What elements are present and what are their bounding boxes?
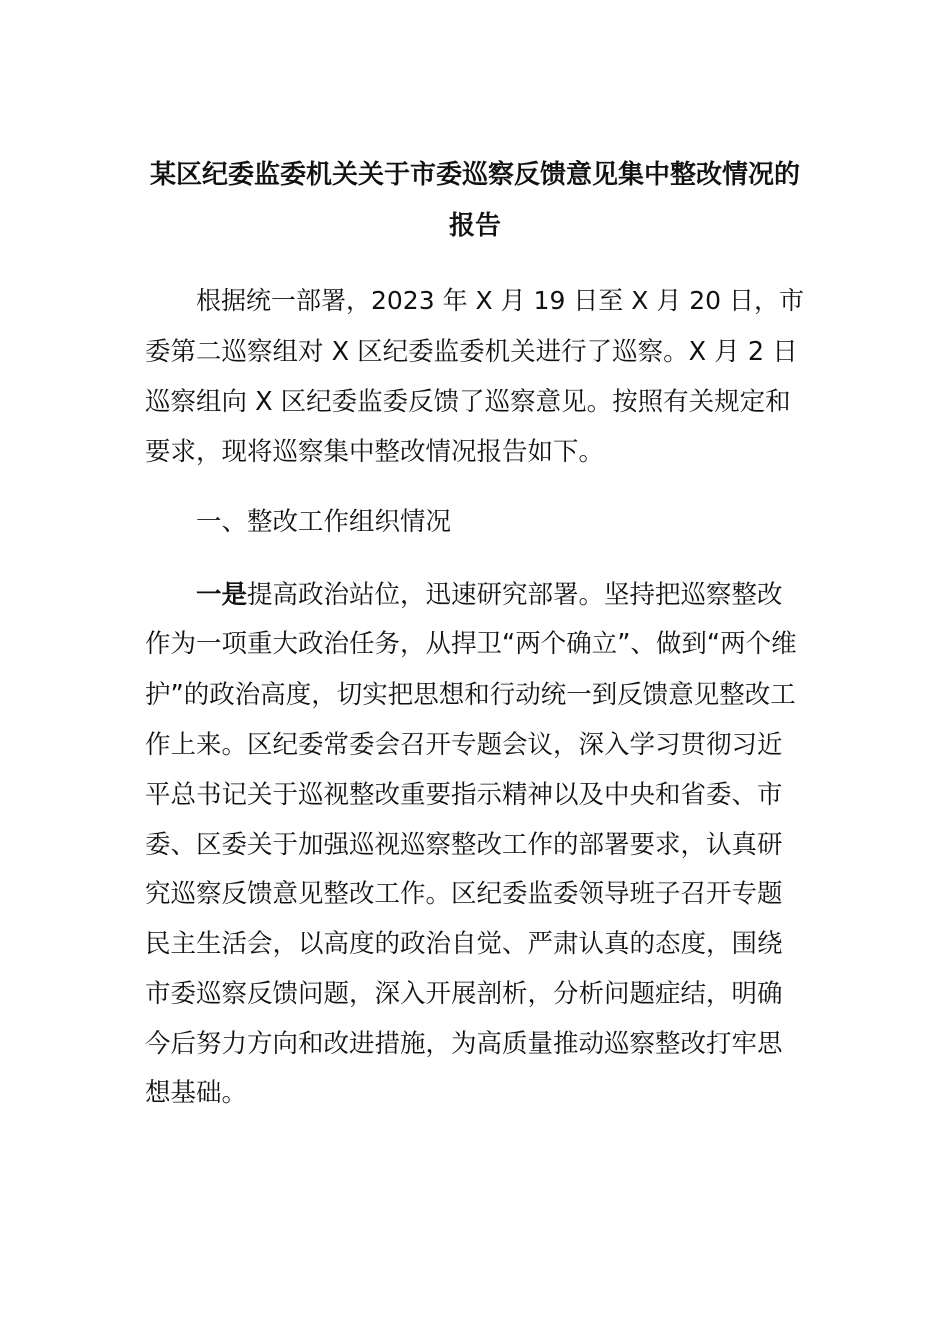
paragraph-2-line-11: 想基础。: [145, 1078, 248, 1108]
section-1-heading: 一、整改工作组织情况: [196, 507, 452, 537]
document-title-line-1: 某区纪委监委机关关于市委巡察反馈意见集中整改情况的: [149, 160, 800, 190]
paragraph-2-line-8: 民主生活会，以高度的政治自觉、严肃认真的态度，围绕: [145, 929, 783, 959]
paragraph-2-line-5: 平总书记关于巡视整改重要指示精神以及中央和省委、市: [145, 780, 783, 810]
paragraph-2-line-2: 作为一项重大政治任务，从捍卫“两个确立”、做到“两个维: [145, 629, 797, 659]
paragraph-1-line-2: 委第二巡察组对 X 区纪委监委机关进行了巡察。X 月 2 日: [145, 337, 798, 367]
paragraph-2-line-3: 护”的政治高度，切实把思想和行动统一到反馈意见整改工: [145, 680, 796, 710]
document-title-line-2: 报告: [448, 211, 501, 241]
paragraph-2-line-7: 究巡察反馈意见整改工作。区纪委监委领导班子召开专题: [145, 879, 783, 909]
paragraph-2-line-4: 作上来。区纪委常委会召开专题会议，深入学习贯彻习近: [145, 730, 783, 760]
paragraph-2-line-1-text: 提高政治站位，迅速研究部署。坚持把巡察整改: [247, 580, 783, 610]
paragraph-2-lead: 一是: [196, 580, 248, 610]
paragraph-1-line-1: 根据统一部署，2023 年 X 月 19 日至 X 月 20 日，市: [196, 286, 805, 315]
paragraph-1-line-3: 巡察组向 X 区纪委监委反馈了巡察意见。按照有关规定和: [145, 387, 791, 417]
paragraph-1-line-4: 要求，现将巡察集中整改情况报告如下。: [145, 437, 605, 467]
paragraph-2-line-9: 市委巡察反馈问题，深入开展剖析，分析问题症结，明确: [145, 979, 783, 1009]
paragraph-2-line-10: 今后努力方向和改进措施，为高质量推动巡察整改打牢思: [145, 1029, 783, 1059]
paragraph-2-line-6: 委、区委关于加强巡视巡察整改工作的部署要求，认真研: [145, 830, 783, 860]
paragraph-2-line-1: [196, 580, 783, 610]
